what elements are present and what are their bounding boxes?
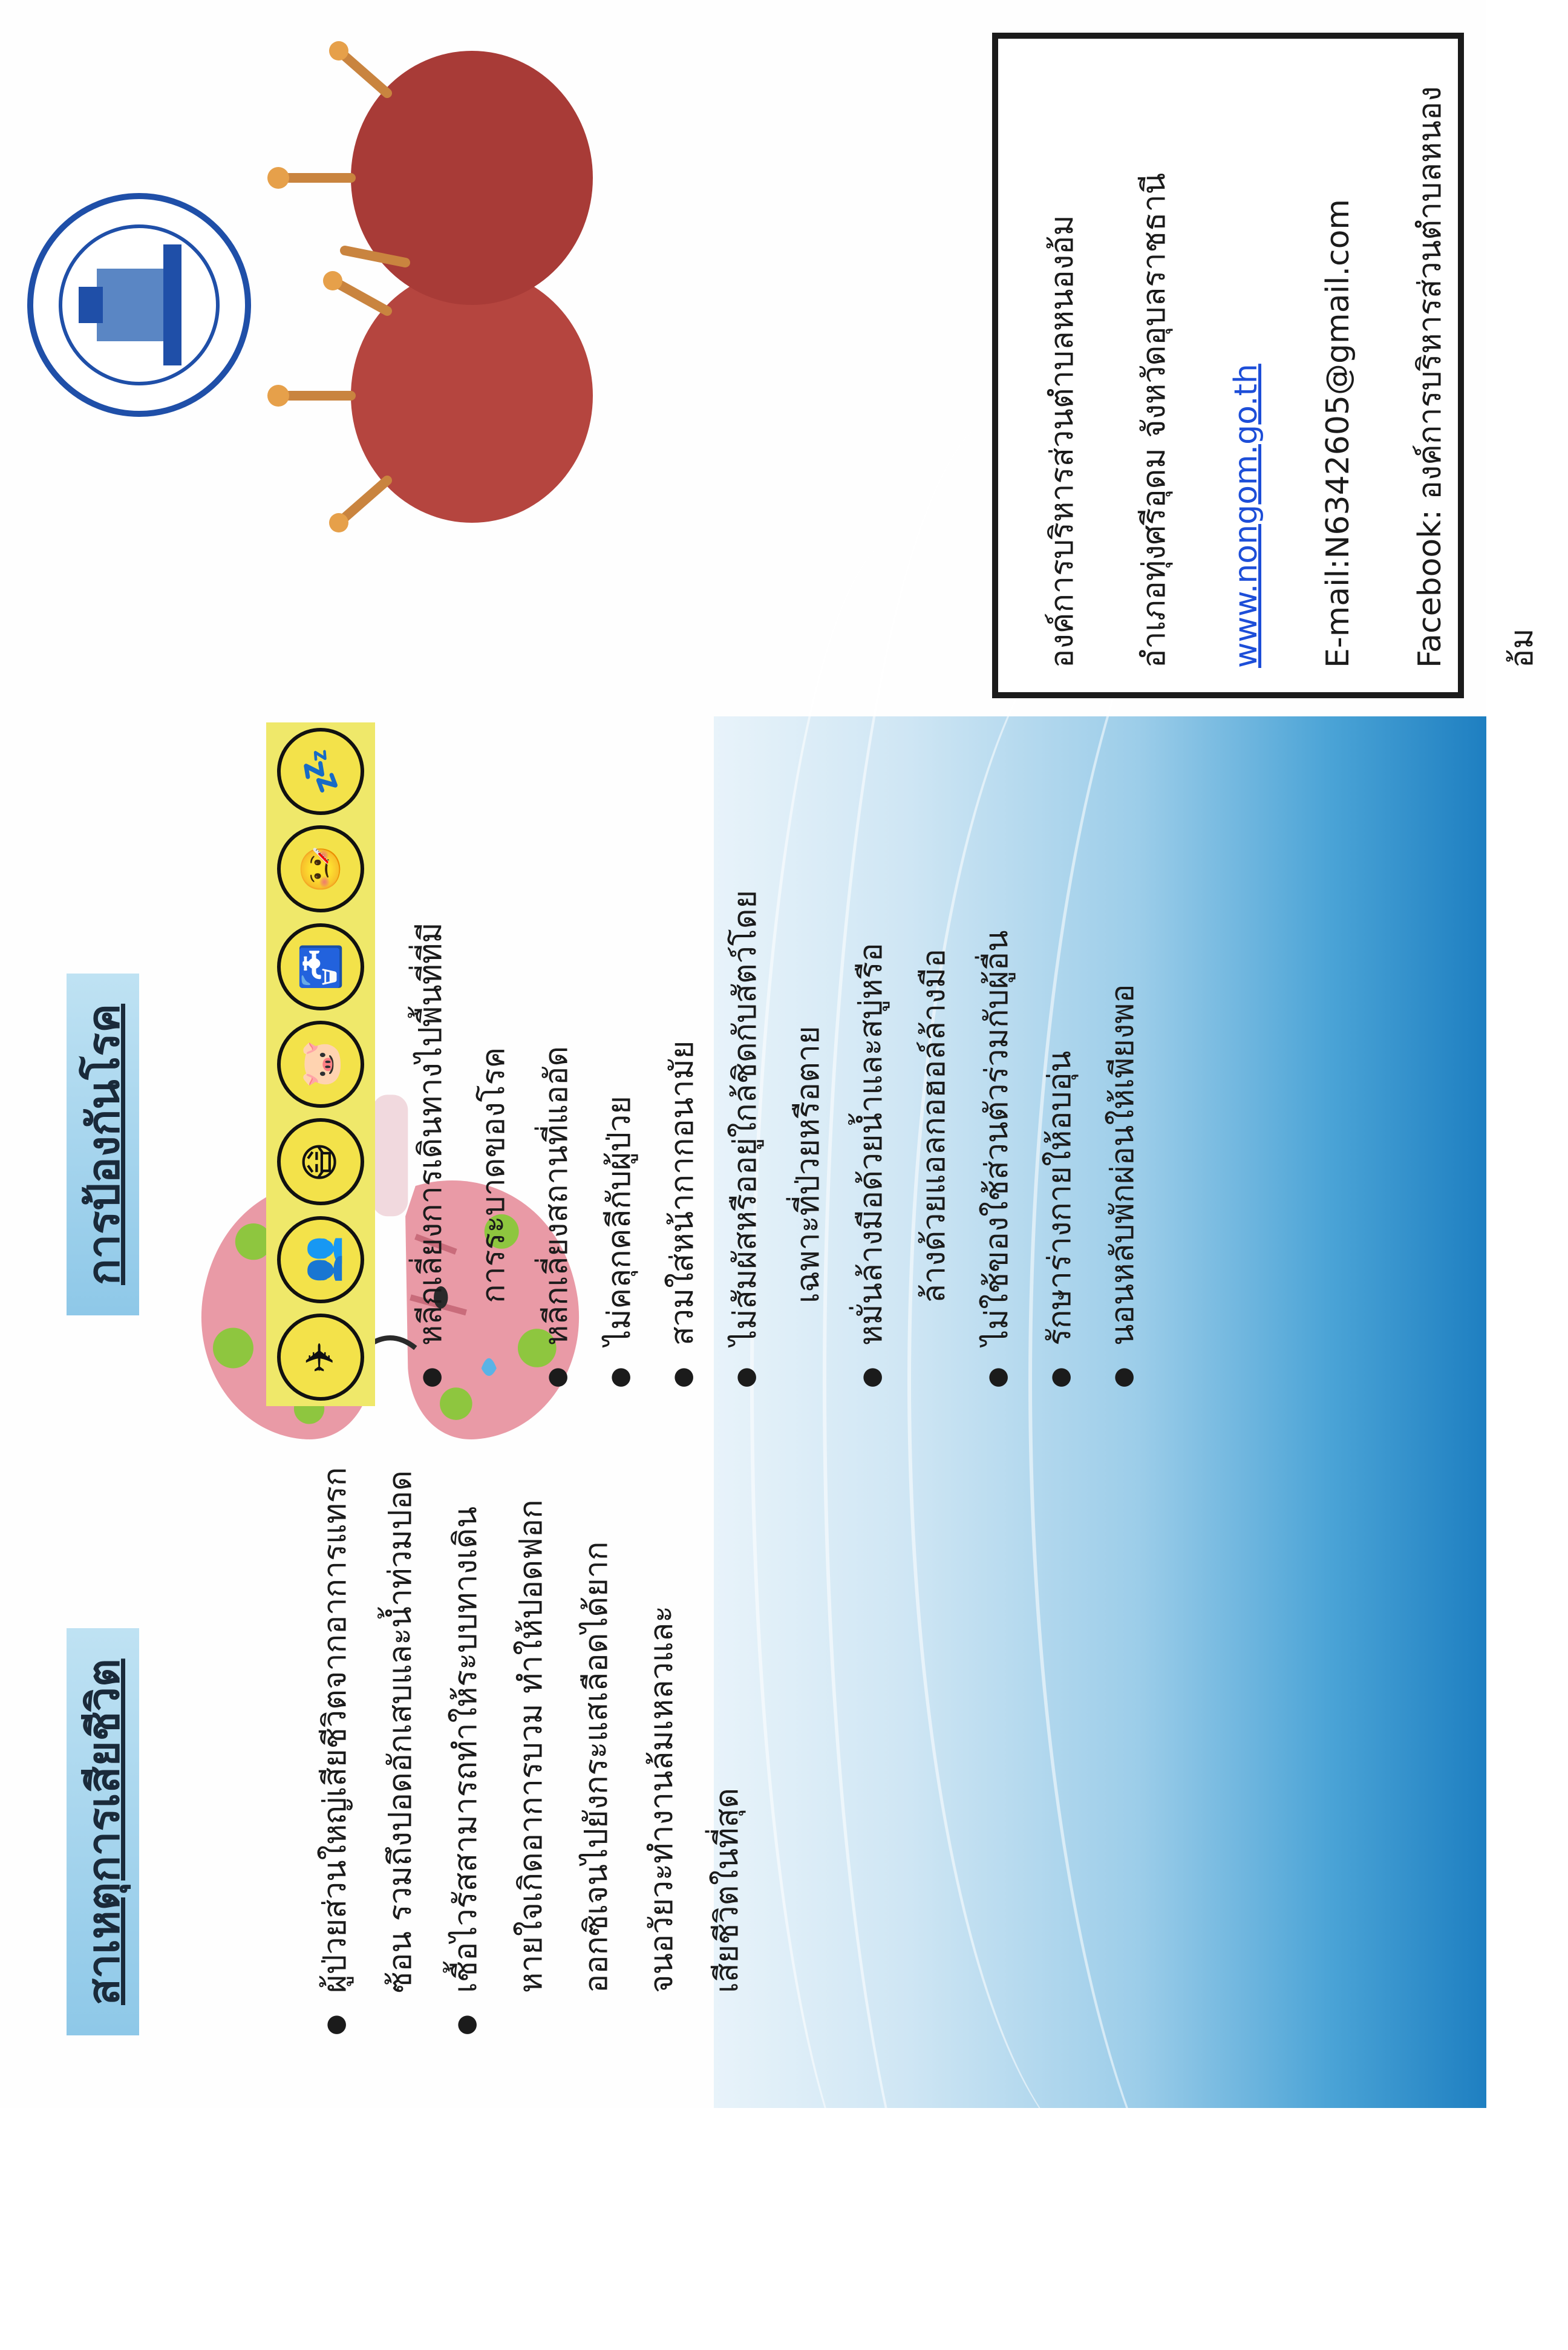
list-item: ● ไม่ใช้ของใช้ส่วนตัวร่วมกับผู้อื่น [965,728,1028,1388]
list-item: ● ไม่คลุกคลีกับผู้ป่วย [588,728,651,1388]
sick-person-icon: 🤒 [277,825,364,912]
contact-org: องค์การบริหารส่วนตำบลหนองอ้ม [1044,215,1080,668]
title-panel [0,0,1540,716]
contact-address: อำเภอทุ่งศรีอุดม จังหวัดอุบลราชธานี [1136,172,1172,668]
list-item: ● เชื้อไวรัสสามารถทำให้ระบบทางเดิน [433,1424,498,2035]
list-item-cont: หายใจเกิดอาการบวม ทำให้ปอดฟอก [513,1499,549,1993]
cause-heading: สาเหตุการเสียชีวิต [67,1628,139,2035]
organization-seal [24,123,254,486]
list-item-cont: ออกซิเจนไปยังกระแสเลือดได้ยาก [578,1541,615,1993]
list-item: ● หมั่นล้างมือด้วยน้ำและสบู่หรือ [840,728,903,1388]
contact-box [992,33,1540,698]
prevention-icon-strip [266,722,375,1406]
list-item: ● สวมใส่หน้ากากอนามัย [651,728,714,1388]
airplane-icon: ✈ [277,1314,364,1401]
list-item: ● รักษาร่างกายให้อบอุ่น [1028,728,1091,1388]
list-item: ● นอนหลับพักผ่อนให้เพียงพอ [1091,728,1154,1388]
contact-email: E-mail:N6342605@gmail.com [1320,198,1356,668]
crowd-icon: 👥 [277,1216,364,1303]
sleep-icon: 💤 [277,728,364,815]
list-item: ● หลีกเลี่ยงสถานที่แออัด [525,728,588,1388]
list-item-cont: ล้างด้วยแอลกอฮอล์ล้างมือ [916,948,952,1303]
website-link[interactable]: www.nongom.go.th [1228,364,1264,668]
mask-icon: 😷 [277,1118,364,1205]
list-item: ● ผู้ป่วยส่วนใหญ่เสียชีวิตจากอาการแทรก [302,1424,368,2035]
contact-facebook: Facebook: องค์การบริหารส่วนตำบลหนองอ้ม [1412,86,1540,668]
list-item-cont: เสียชีวิตในที่สุด [709,1788,745,1993]
prevention-panel [0,716,1486,1412]
prevention-list [399,728,1154,1388]
list-item-cont: ซ้อน รวมถึงปอดอักเสบและน้ำท่วมปอด [382,1470,419,1993]
animal-icon: 🐷 [277,1021,364,1108]
prevention-heading: การป้องกันโรค [67,974,139,1315]
list-item-cont: เฉพาะที่ป่วยหรือตาย [790,1026,826,1303]
list-item: ● ไม่สัมผัสหรืออยู่ใกล้ชิดกับสัตว์โดย [714,728,777,1388]
list-item: ● หลีกเลี่ยงการเดินทางไปพื้นที่ที่มี [399,728,462,1388]
list-item-cont: จนอวัยวะทำงานล้มเหลวและ [644,1605,680,1993]
cause-of-death-panel [0,1412,1486,2108]
list-item-cont: การระบาดของโรค [475,1047,512,1303]
handwash-icon: 🚰 [277,923,364,1010]
coronavirus-illustration [254,39,593,535]
